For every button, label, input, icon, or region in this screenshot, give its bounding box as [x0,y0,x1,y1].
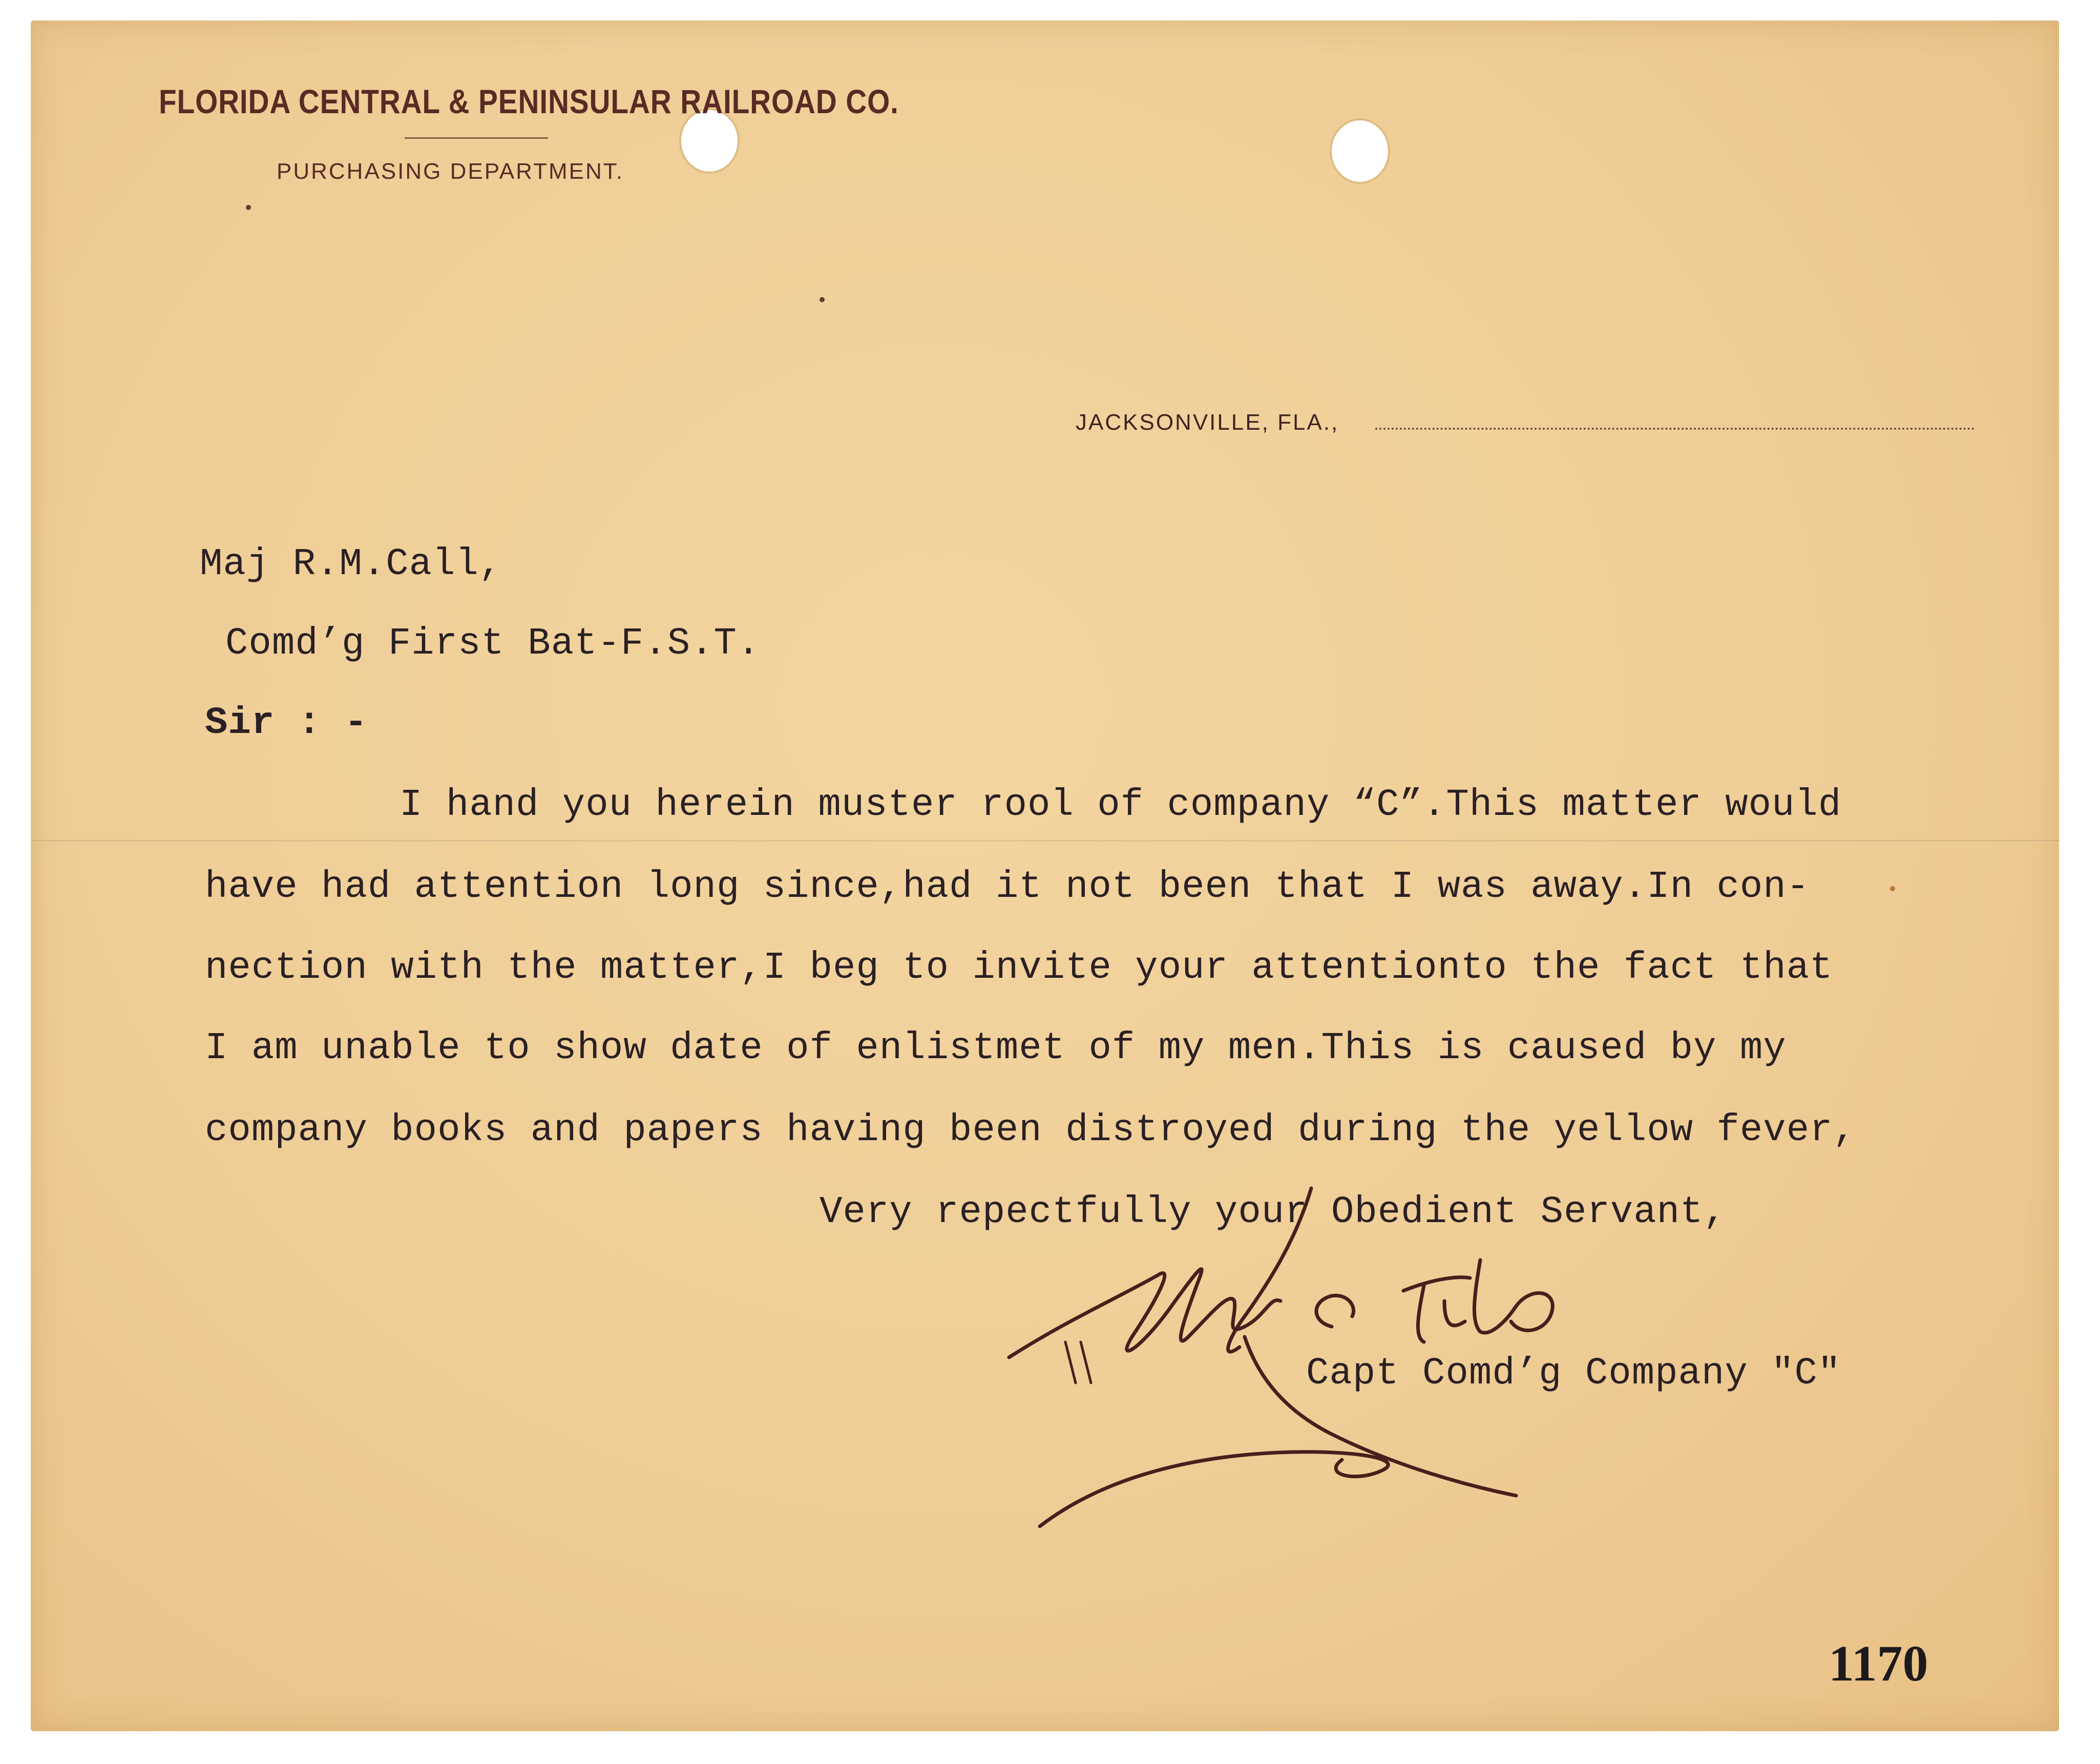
body-line: nection with the matter,I beg to invite your attentionto the fact that [205,947,1833,990]
signature-stroke [1316,1295,1354,1327]
handwritten-signature [1004,1168,1772,1557]
signature-tick-marks [1065,1342,1091,1383]
body-line: I am unable to show date of enlistmet of my men.This is caused by my [205,1027,1787,1070]
paper-fold-crease [31,840,2059,843]
signature-stroke [1403,1277,1470,1342]
letterhead-department: PURCHASING DEPARTMENT. [277,159,624,184]
letter-paper [31,20,2059,1731]
paper-speck [1890,886,1895,891]
body-line: have had attention long since,had it not been that I was away.In con- [205,866,1810,909]
closing: Very repectfully your Obedient Servant, [820,1191,1727,1234]
body-line: company books and papers having been distroyed during the yellow fever, [205,1109,1856,1152]
paper-speck [246,205,251,210]
salutation: Sir : - [205,702,368,745]
letterhead-divider [405,137,548,139]
body-line: I hand you herein muster rool of company “C”.This matter would [400,784,1842,827]
addressee: Maj R.M.Call, [200,543,502,586]
signature-stroke [1444,1260,1552,1333]
document-number: 1170 [1829,1635,1928,1692]
signer-title: Capt Comd’g Company "C" [1306,1352,1841,1395]
letterhead-company-name: FLORIDA CENTRAL & PENINSULAR RAILROAD CO. [159,82,899,120]
punch-hole-right [1332,120,1388,182]
signature-stroke [1009,1269,1280,1357]
place-label: JACKSONVILLE, FLA., [1076,410,1339,435]
addressee-title: Comd’g First Bat-F.S.T. [225,622,761,665]
signature-flourish [1040,1452,1388,1526]
paper-speck [820,297,825,302]
date-dotted-line [1375,428,1975,430]
